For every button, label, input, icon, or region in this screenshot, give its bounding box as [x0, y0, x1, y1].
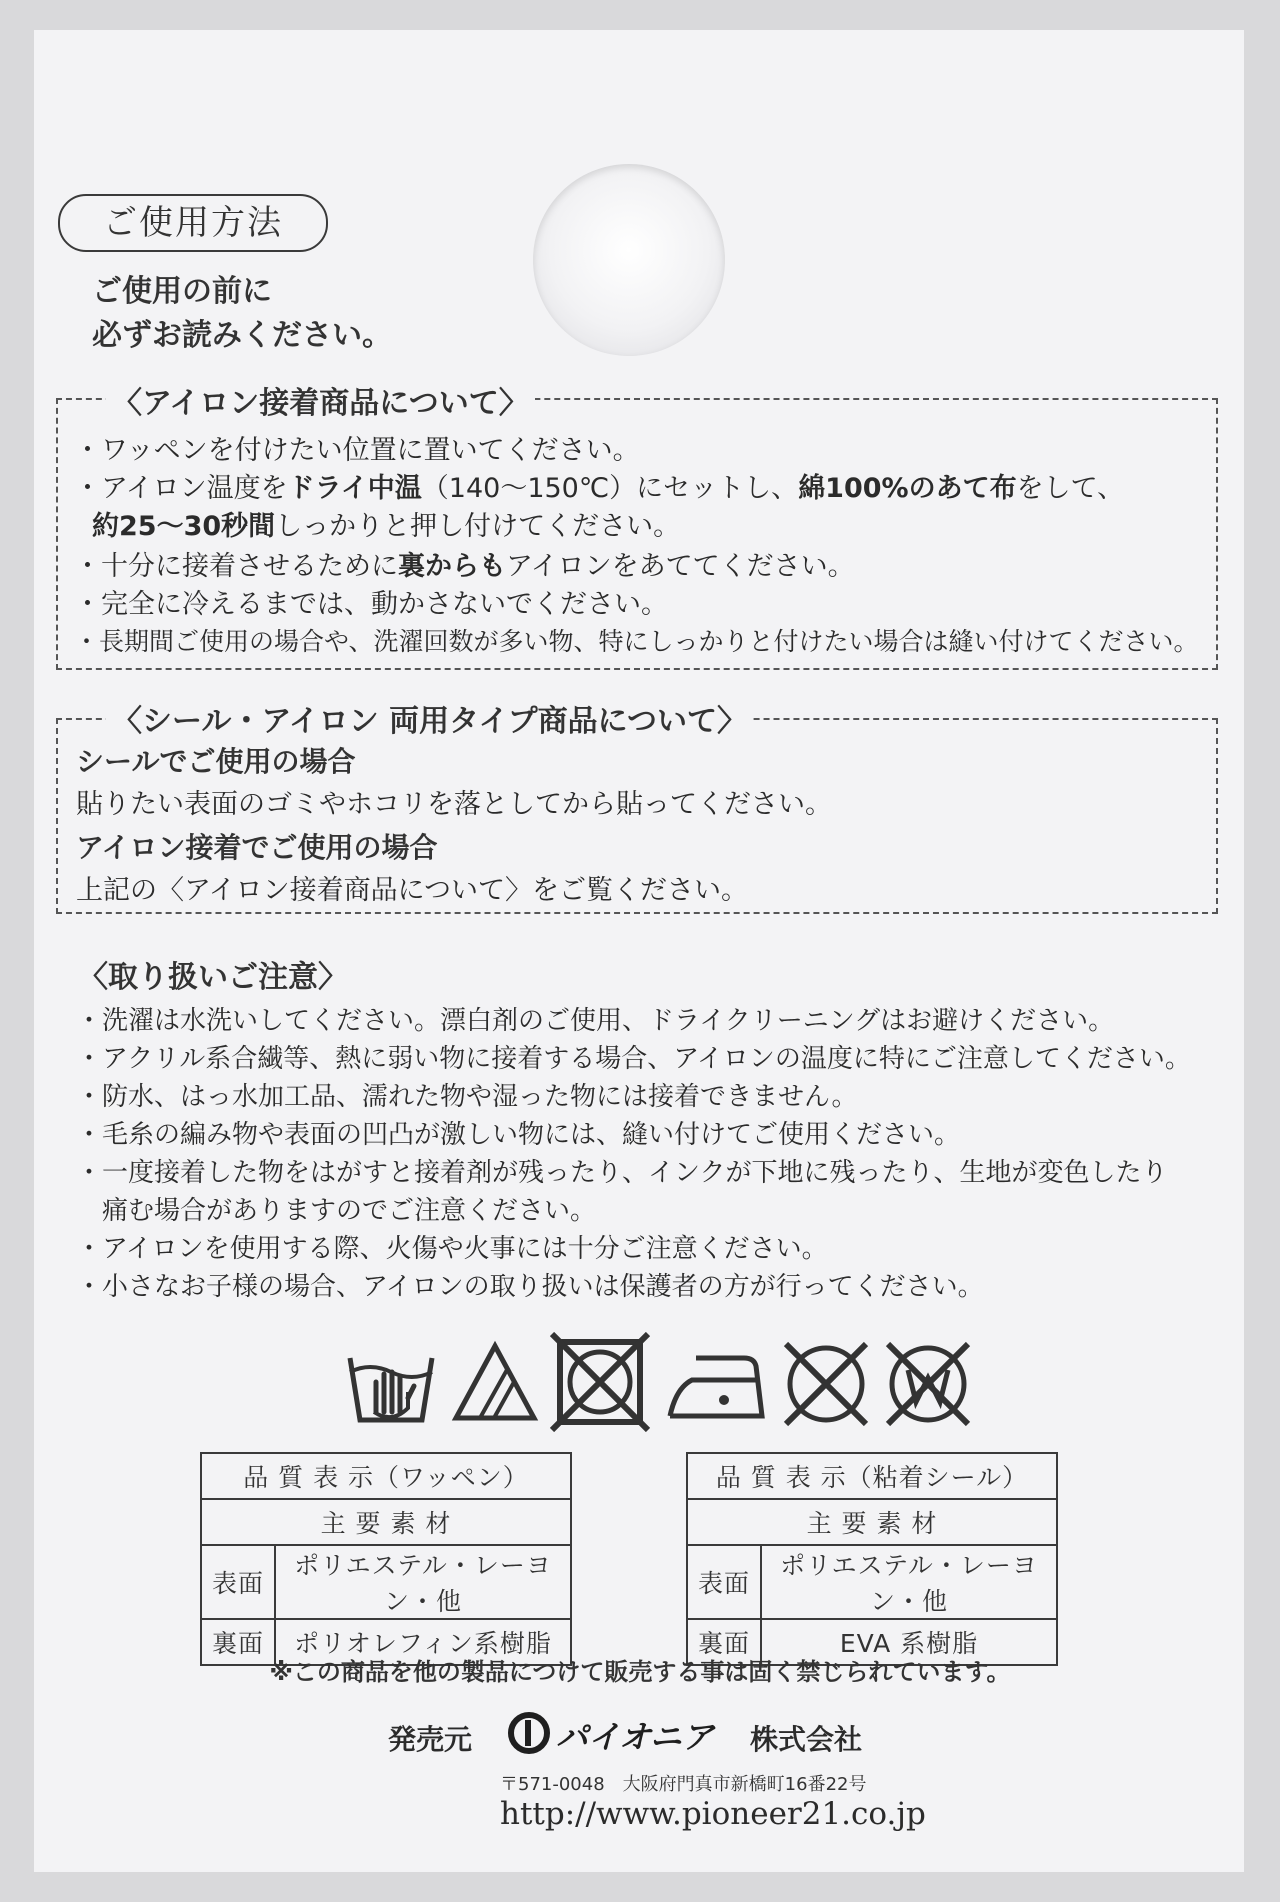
pioneer-logo-icon	[508, 1712, 550, 1754]
iron-line-3a: 約25〜30秒間	[92, 511, 276, 542]
iron-heading: アイロン接着でご使用の場合	[76, 831, 438, 864]
quality-patch-title: 品 質 表 示（ワッペン）	[201, 1453, 571, 1499]
quality-seal-title: 品 質 表 示（粘着シール）	[687, 1453, 1057, 1499]
resale-notice: ※この商品を他の製品につけて販売する事は固く禁じられています。	[269, 1658, 1011, 1686]
intro-text	[92, 270, 392, 358]
iron-text: 上記の〈アイロン接着商品について〉をご覧ください。	[76, 875, 749, 906]
quality-seal-row-value: ポリエステル・レーヨン・他	[761, 1545, 1057, 1619]
iron-line-2e: をして、	[1016, 473, 1125, 504]
quality-patch-row-label: 裏面	[201, 1619, 275, 1665]
iron-line-2	[74, 466, 1124, 505]
seller-url[interactable]: http://www.pioneer21.co.jp	[500, 1796, 926, 1832]
usage-label: ご使用方法	[58, 194, 328, 252]
seal-heading: シールでご使用の場合	[76, 745, 356, 778]
iron-line-2d: 綿100%のあて布	[798, 473, 1017, 504]
no-dry-clean-icon	[776, 1332, 876, 1432]
quality-seal-row-label: 表面	[687, 1545, 761, 1619]
quality-seal-row-label: 裏面	[687, 1619, 761, 1665]
care-item-3: ・防水、はっ水加工品、濡れた物や湿った物には接着できません。	[76, 1082, 858, 1112]
iron-line-4a: ・十分に接着させるために	[74, 551, 398, 582]
quality-patch-row-value: ポリエステル・レーヨン・他	[275, 1545, 571, 1619]
quality-table-seal	[686, 1452, 1058, 1666]
iron-line-4	[74, 544, 855, 583]
hang-hole	[533, 164, 725, 356]
care-item-1: ・洗濯は水洗いしてください。漂白剤のご使用、ドライクリーニングはお避けください。	[76, 1006, 1115, 1036]
brand-name: パイオニア	[556, 1718, 714, 1756]
iron-line-2c: （140〜150℃）にセットし、	[421, 473, 799, 504]
quality-table-patch	[200, 1452, 572, 1666]
bleach-triangle-icon	[450, 1332, 540, 1432]
iron-low-icon	[662, 1332, 772, 1432]
dual-section-title: 〈シール・アイロン 両用タイプ商品について〉	[106, 696, 753, 740]
quality-seal-row-value: EVA 系樹脂	[761, 1619, 1057, 1665]
intro-line-2: 必ずお読みください。	[92, 318, 392, 353]
care-item-5: ・一度接着した物をはがすと接着剤が残ったり、インクが下地に残ったり、生地が変色したり	[76, 1158, 1168, 1188]
quality-patch-row-value: ポリオレフィン系樹脂	[275, 1619, 571, 1665]
no-wet-clean-icon	[878, 1332, 978, 1432]
care-symbols	[346, 1332, 946, 1434]
iron-line-4b: 裏からも	[398, 551, 506, 582]
care-item-7: ・アイロンを使用する際、火傷や火事には十分ご注意ください。	[76, 1234, 828, 1264]
care-item-6: 痛む場合がありますのでご注意ください。	[76, 1196, 597, 1226]
seller-label: 発売元	[388, 1723, 473, 1756]
care-item-4: ・毛糸の編み物や表面の凹凸が激しい物には、縫い付けてご使用ください。	[76, 1120, 961, 1150]
iron-section-title: 〈アイロン接着商品について〉	[106, 378, 535, 422]
hand-wash-icon	[346, 1332, 436, 1432]
intro-line-1: ご使用の前に	[92, 274, 272, 309]
iron-line-2a: ・アイロン温度を	[74, 473, 288, 504]
care-title: 〈取り扱いご注意〉	[78, 960, 348, 995]
quality-patch-subtitle: 主 要 素 材	[201, 1499, 571, 1545]
care-item-2: ・アクリル系合繊等、熱に弱い物に接着する場合、アイロンの温度に特にご注意してください。	[76, 1044, 1191, 1074]
iron-line-3b: しっかりと押し付けてください。	[275, 511, 681, 542]
quality-seal-subtitle: 主 要 素 材	[687, 1499, 1057, 1545]
iron-line-2b: ドライ中温	[287, 473, 422, 504]
iron-line-4c: アイロンをあててください。	[506, 551, 855, 582]
quality-patch-row-label: 表面	[201, 1545, 275, 1619]
corp-suffix: 株式会社	[750, 1723, 863, 1756]
no-tumble-dry-icon	[550, 1332, 650, 1432]
iron-line-1: ・ワッペンを付けたい位置に置いてください。	[74, 435, 640, 466]
iron-line-6: ・長期間ご使用の場合や、洗濯回数が多い物、特にしっかりと付けたい場合は縫い付けてください。	[74, 627, 1199, 656]
iron-line-3	[92, 504, 680, 543]
seller-address: 〒571-0048 大阪府門真市新橋町16番22号	[500, 1774, 867, 1795]
iron-line-5: ・完全に冷えるまでは、動かさないでください。	[74, 589, 668, 620]
seal-text: 貼りたい表面のゴミやホコリを落としてから貼ってください。	[76, 789, 832, 820]
care-item-8: ・小さなお子様の場合、アイロンの取り扱いは保護者の方が行ってください。	[76, 1272, 984, 1302]
